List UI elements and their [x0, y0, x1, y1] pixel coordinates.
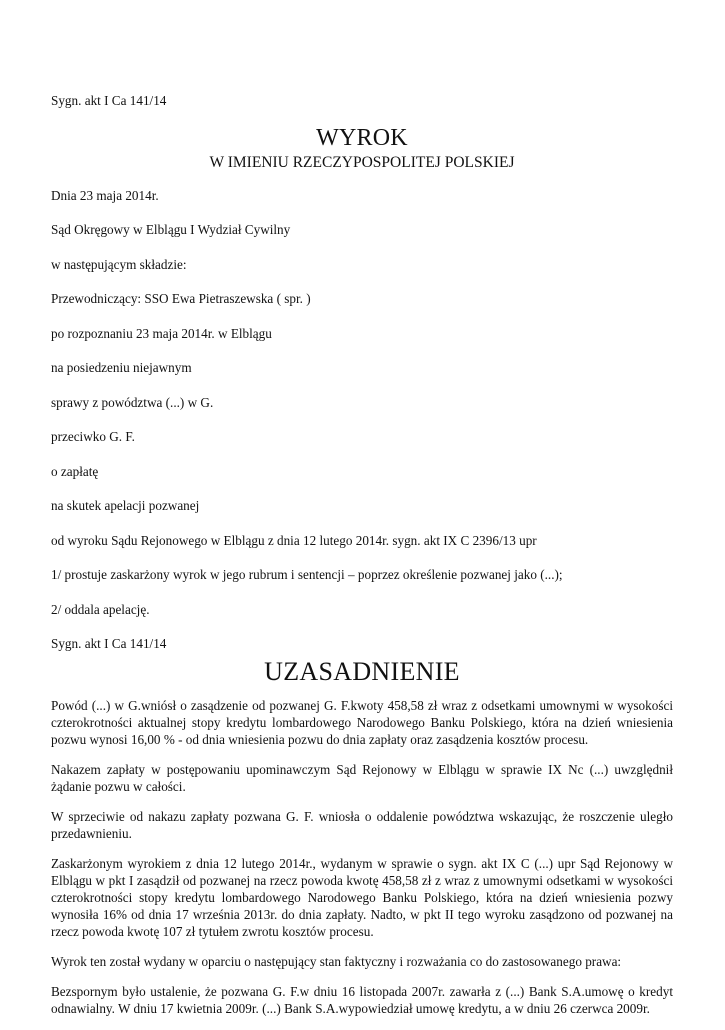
- court-name: Sąd Okręgowy w Elblągu I Wydział Cywilny: [51, 222, 291, 237]
- justification-paragraph: Zaskarżonym wyrokiem z dnia 12 lutego 2014r., wydanym w sprawie o sygn. akt IX C (...) upr Sąd Rejonowy w Elblągu w pkt I zasądził od pozwanej na rzecz powoda kwotę 458,58 zł z wraz z umownymi odsetkami w wysokości czterokrotności stopy kredytu lombardowego Narodowego Banku Polskiego, która na dzień wniesienia pozwy wynosiła 16% od dnia 17 września 2013r. do dnia zapłaty. Nadto, w pkt II tego wyroku zasądzono od pozwanej na rzecz powoda kwotę 107 zł tytułem zwrotu kosztów procesu.: [51, 856, 673, 939]
- session-type: na posiedzeniu niejawnym: [51, 360, 192, 375]
- appeal-line: na skutek apelacji pozwanej: [51, 498, 200, 513]
- document-page: [51, 92, 673, 1030]
- case-number-justification: Sygn. akt I Ca 141/14: [51, 636, 167, 651]
- plaintiff-line: sprawy z powództwa (...) w G.: [51, 394, 214, 410]
- justification-paragraph: Wyrok ten został wydany w oparciu o następujący stan faktyczny i rozważania co do zastosowanego prawa:: [51, 954, 622, 969]
- lower-court-judgment: od wyroku Sądu Rejonowego w Elblągu z dnia 12 lutego 2014r. sygn. akt IX C 2396/13 upr: [51, 532, 537, 548]
- case-number-top: Sygn. akt I Ca 141/14: [51, 93, 167, 108]
- justification-heading: UZASADNIENIE: [264, 657, 460, 686]
- presiding-judge: Przewodniczący: SSO Ewa Pietraszewska ( spr. ): [51, 291, 311, 306]
- justification-paragraph: Powód (...) w G.wniósł o zasądzenie od pozwanej G. F.kwoty 458,58 zł wraz z odsetkami umownymi w wysokości czterokrotności aktualnej stopy kredytu lombardowego Narodowego Banku Polskiego, która na dzień wniesienia pozwu wynosi 16,00 % - od dnia wniesienia pozwu do dnia zapłaty oraz zasądzenia kosztów procesu.: [51, 698, 673, 747]
- document-title: WYROK: [316, 124, 408, 151]
- defendant-line: przeciwko G. F.: [51, 429, 135, 444]
- composition-label: w następującym składzie:: [51, 256, 187, 272]
- ruling-point-1: 1/ prostuje zaskarżony wyrok w jego rubrum i sentencji – poprzez określenie pozwanej jako (...);: [51, 567, 563, 582]
- verdict-date: Dnia 23 maja 2014r.: [51, 187, 159, 203]
- justification-paragraph: Nakazem zapłaty w postępowaniu upominawczym Sąd Rejonowy w Elblągu w sprawie IX Nc (...) uwzględnił żądanie pozwu w całości.: [51, 762, 673, 794]
- justification-paragraph: Bezspornym było ustalenie, że pozwana G. F.w dniu 16 listopada 2007r. zawarła z (...) Bank S.A.umowę o kredyt odnawialny. W dniu 17 kwietnia 2009r. (...) Bank S.A.wypowiedział umowę kredytu, a w dniu 26 czerwca 2009r.: [51, 984, 673, 1016]
- document-subtitle: W IMIENIU RZECZYPOSPOLITEJ POLSKIEJ: [209, 153, 515, 171]
- hearing-date-place: po rozpoznaniu 23 maja 2014r. w Elblągu: [51, 325, 272, 341]
- ruling-point-2: 2/ oddala apelację.: [51, 601, 150, 617]
- justification-paragraph: W sprzeciwie od nakazu zapłaty pozwana G. F. wniosła o oddalenie powództwa wskazując, że roszczenie uległo przedawnieniu.: [51, 809, 673, 841]
- subject-line: o zapłatę: [51, 463, 99, 479]
